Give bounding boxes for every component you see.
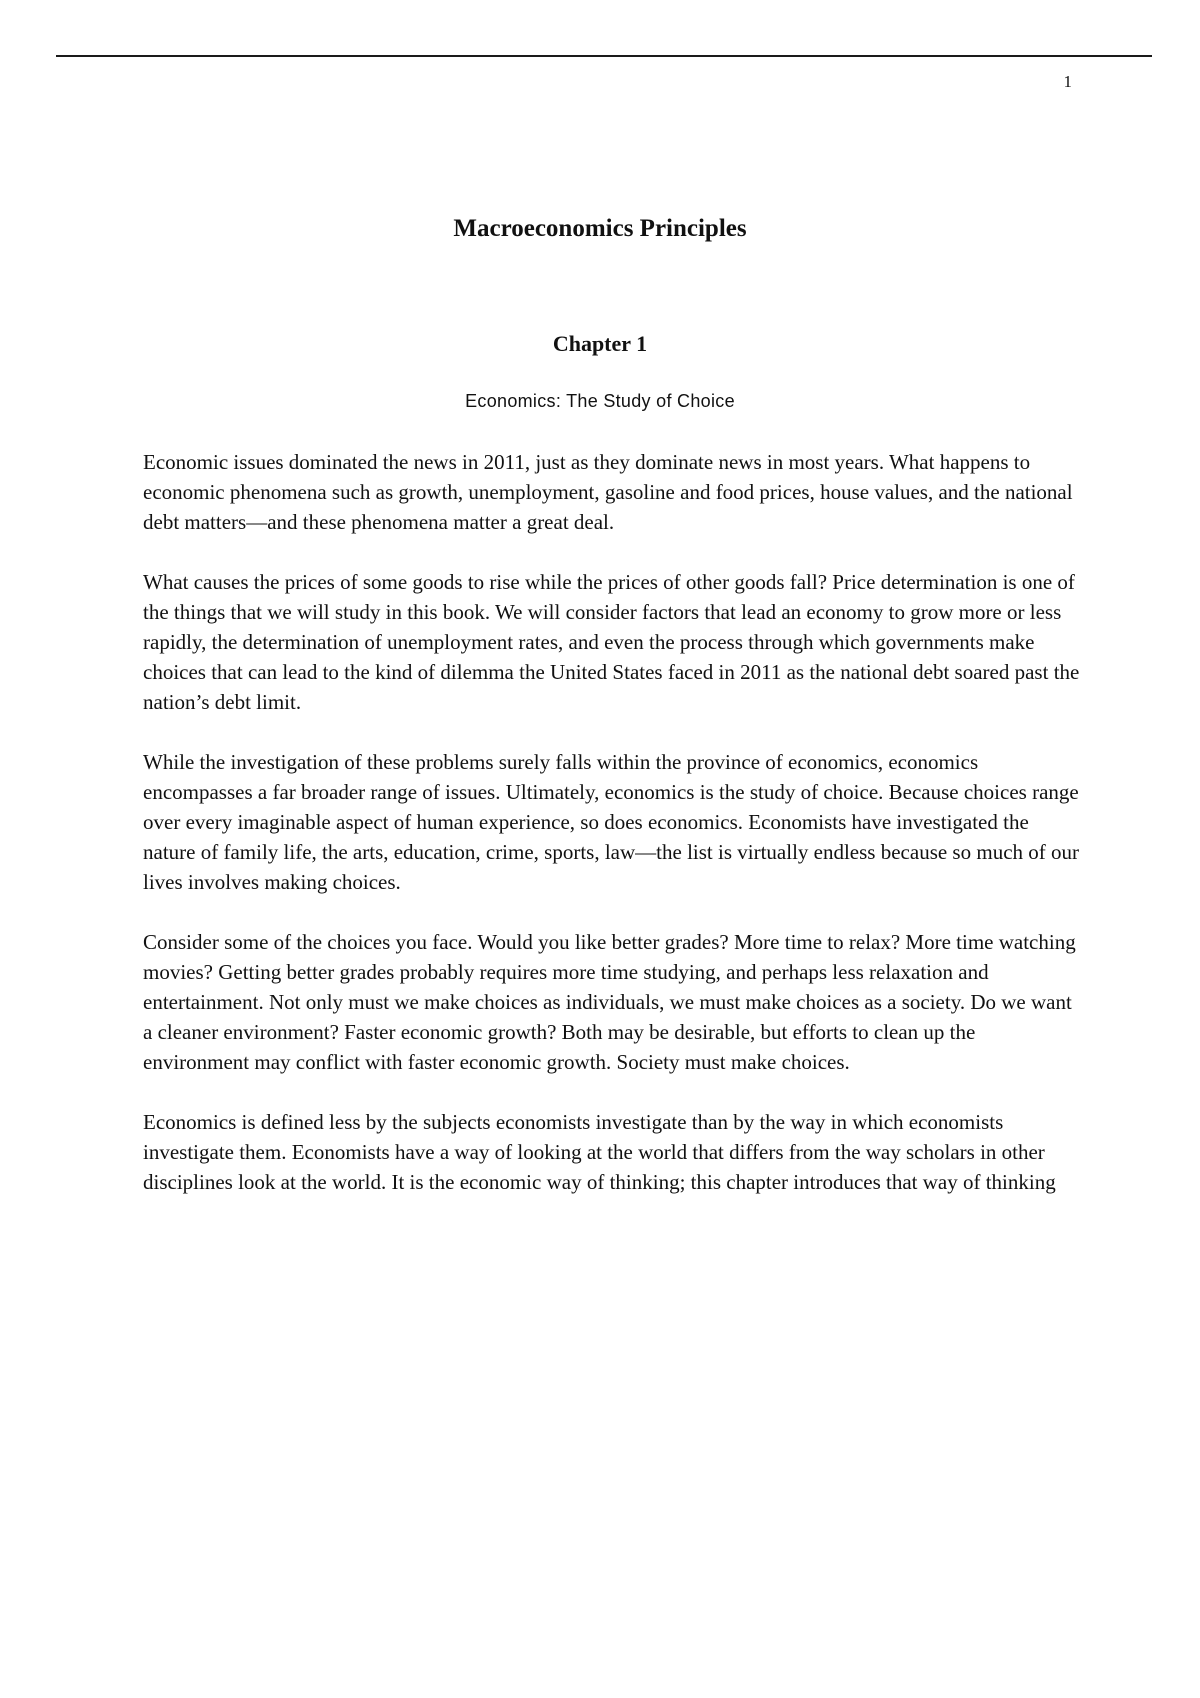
paragraph: Economic issues dominated the news in 2011, just as they dominate news in most years. What happens to economic phenomena such as growth, unemployment, gasoline and food prices, house values, and the national debt matters—and these phenomena matter a great deal.: [143, 450, 1073, 534]
body-text: [143, 447, 1083, 1227]
paragraph: While the investigation of these problems surely falls within the province of economics, economics encompasses a far broader range of issues. Ultimately, economics is the study of choice. Because choices range over every imaginable aspect of human experience, so does economics. Economists have investigated the nature of family life, the arts, education, crime, sports, law—the list is virtually endless because so much of our lives involves making choices.: [143, 750, 1079, 894]
document-title: Macroeconomics Principles: [453, 215, 747, 242]
paragraph: Economics is defined less by the subjects economists investigate than by the way in which economists investigate them. Economists have a way of looking at the world that differs from the way scholars in other disciplines look at the world. It is the economic way of thinking; this chapter introduces that way of thinking: [143, 1110, 1056, 1194]
chapter-heading: Chapter 1: [552, 331, 648, 356]
header-rule: [56, 55, 1152, 57]
chapter-subtitle: Economics: The Study of Choice: [465, 391, 735, 411]
paragraph: What causes the prices of some goods to rise while the prices of other goods fall? Price determination is one of the things that we will study in this book. We will consider factors that lead an economy to grow more or less rapidly, the determination of unemployment rates, and even the process through which governments make choices that can lead to the kind of dilemma the United States faced in 2011 as the national debt soared past the nation’s debt limit.: [143, 570, 1080, 714]
page-number: 1: [1063, 72, 1072, 91]
paragraph: Consider some of the choices you face. Would you like better grades? More time to relax? More time watching movies? Getting better grades probably requires more time studying, and perhaps less relaxation and entertainment. Not only must we make choices as individuals, we must make choices as a society. Do we want a cleaner environment? Faster economic growth? Both may be desirable, but efforts to clean up the environment may conflict with faster economic growth. Society must make choices.: [143, 930, 1076, 1074]
